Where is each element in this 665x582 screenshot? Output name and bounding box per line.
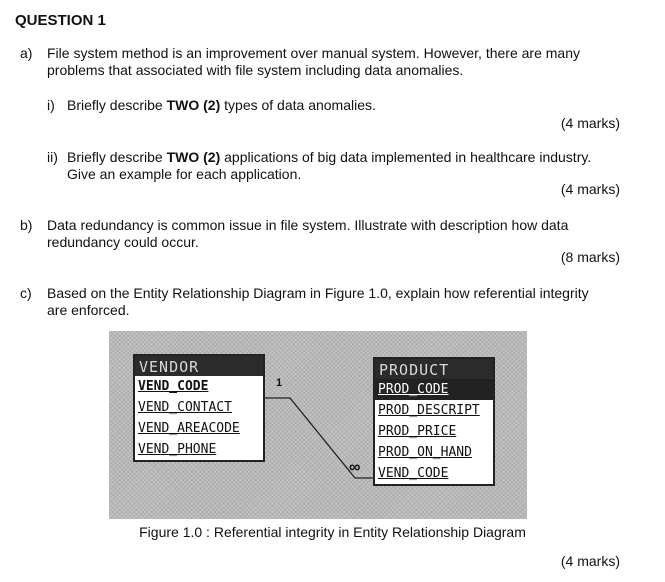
product-field-prod-on-hand: PROD_ON_HAND	[378, 445, 472, 460]
product-field-prod-price: PROD_PRICE	[378, 424, 457, 439]
relationship-many-side: ∞	[349, 459, 361, 476]
part-a-text	[47, 45, 627, 79]
sub-i-suffix: types of data anomalies.	[220, 97, 376, 113]
part-b-line2: redundancy could occur.	[47, 234, 199, 250]
part-b-line1: Data redundancy is common issue in file system. Illustrate with description how data	[47, 217, 569, 233]
vendor-table	[133, 354, 265, 462]
sub-i-marks: (4 marks)	[560, 115, 620, 131]
sub-ii-label: ii)	[47, 149, 58, 165]
part-c-line2: are enforced.	[47, 302, 130, 318]
product-field-prod-code: PROD_CODE	[375, 379, 493, 400]
sub-i-bold: TWO (2)	[166, 97, 221, 113]
sub-ii-text	[67, 149, 591, 183]
sub-ii-suffix: applications of big data implemented in healthcare industry.	[220, 149, 592, 165]
product-field-prod-descript: PROD_DESCRIPT	[378, 403, 480, 418]
part-b-label: b)	[20, 217, 33, 233]
part-a-line2: problems that associated with file system including data anomalies.	[47, 62, 464, 78]
vendor-field-vend-code: VEND_CODE	[138, 379, 209, 394]
vendor-field-vend-areacode: VEND_AREACODE	[138, 421, 240, 436]
sub-ii-prefix: Briefly describe	[67, 149, 167, 165]
part-a-line1: File system method is an improvement over manual system. However, there are many	[47, 45, 580, 61]
product-table	[373, 357, 495, 486]
part-c-label: c)	[20, 285, 32, 301]
question-title: QUESTION 1	[15, 12, 106, 29]
sub-ii-line2: Give an example for each application.	[67, 166, 302, 182]
part-c-text	[47, 285, 627, 319]
part-a-label: a)	[20, 45, 33, 61]
part-c-line1: Based on the Entity Relationship Diagram in Figure 1.0, explain how referential integrity	[47, 285, 589, 301]
part-b-marks: (8 marks)	[560, 249, 620, 265]
relationship-one-side: 1	[276, 377, 283, 389]
sub-i-label: i)	[47, 97, 55, 113]
sub-ii-marks: (4 marks)	[560, 181, 620, 197]
figure-caption: Figure 1.0 : Referential integrity in Entity Relationship Diagram	[139, 524, 526, 540]
part-c-marks: (4 marks)	[560, 553, 620, 569]
vendor-table-title: VENDOR	[135, 356, 263, 376]
product-field-vend-code: VEND_CODE	[378, 466, 449, 481]
vendor-field-vend-phone: VEND_PHONE	[138, 442, 217, 457]
product-table-title: PRODUCT	[375, 359, 493, 379]
sub-i-prefix: Briefly describe	[67, 97, 167, 113]
part-b-text	[47, 217, 627, 251]
erd-figure	[109, 331, 527, 519]
sub-i-text	[67, 97, 376, 114]
vendor-field-vend-contact: VEND_CONTACT	[138, 400, 232, 415]
sub-ii-bold: TWO (2)	[166, 149, 221, 165]
